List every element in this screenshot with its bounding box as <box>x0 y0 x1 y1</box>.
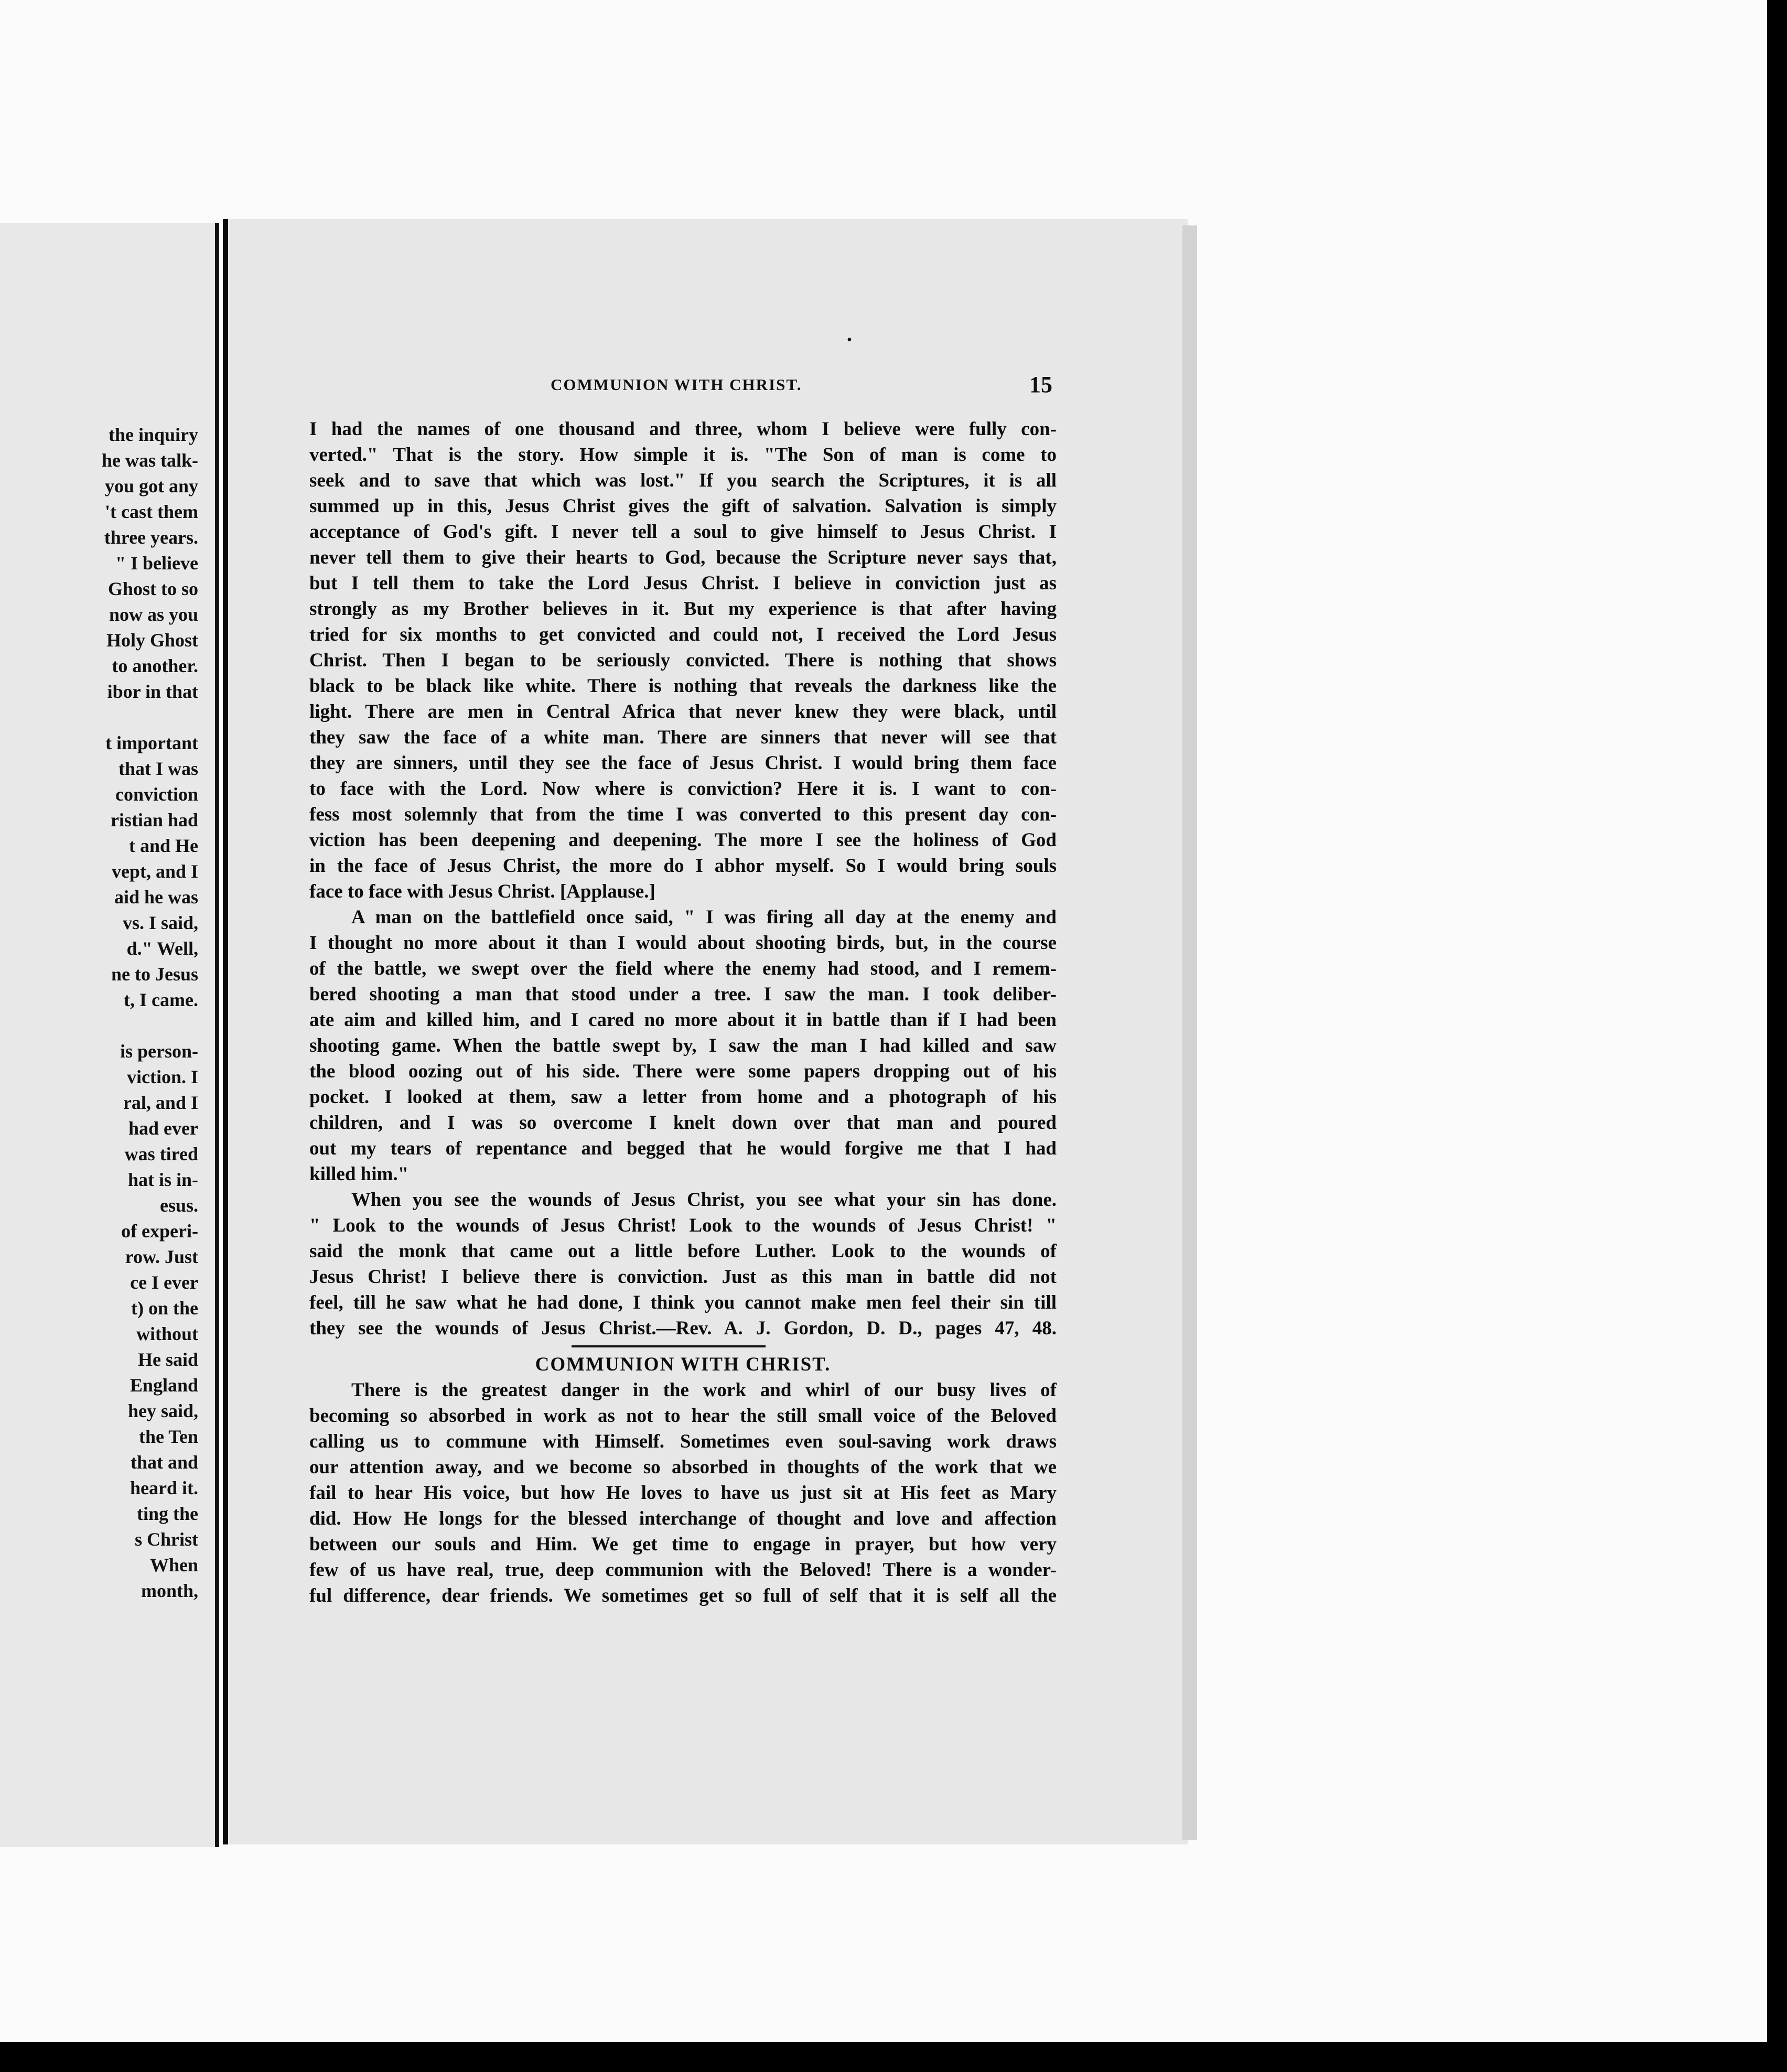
text-line: shooting game. When the battle swept by, I saw the man I had killed and saw <box>309 1035 1057 1056</box>
previous-page-line: conviction <box>115 784 198 805</box>
page-number: 15 <box>1029 372 1052 397</box>
previous-page-line: hat is in- <box>127 1169 198 1190</box>
scan-border <box>0 2042 1787 2072</box>
text-line: acceptance of God's gift. I never tell a soul to give himself to Jesus Christ. I <box>309 521 1057 543</box>
previous-page-line: t, I came. <box>124 989 198 1010</box>
previous-page-line: month, <box>141 1580 198 1601</box>
text-line: black to be black like white. There is nothing that reveals the darkness like the <box>309 675 1057 697</box>
previous-page-line: " I believe <box>115 553 198 574</box>
previous-page-line: ting the <box>137 1503 198 1524</box>
previous-page-line: d." Well, <box>126 938 198 959</box>
paragraph-communion <box>309 1377 1057 1609</box>
text-line: strongly as my Brother believes in it. But my experience is that after having <box>309 598 1057 620</box>
previous-page-line: t) on the <box>131 1298 198 1319</box>
previous-page-line: to another. <box>112 655 198 676</box>
text-line: did. How He longs for the blessed interchange of thought and love and affection <box>309 1508 1057 1529</box>
previous-page-line: ne to Jesus <box>111 964 198 985</box>
running-head-title: COMMUNION WITH CHRIST. <box>551 375 802 394</box>
text-line: out my tears of repentance and begged that he would forgive me that I had <box>309 1138 1057 1159</box>
previous-page-line: without <box>136 1323 198 1344</box>
section-heading: COMMUNION WITH CHRIST. <box>535 1354 831 1375</box>
text-line: they see the wounds of Jesus Christ.—Rev. A. J. Gordon, D. D., pages 47, 48. <box>309 1318 1057 1339</box>
text-line: verted." That is the story. How simple it is. "The Son of man is come to <box>309 444 1057 466</box>
text-line: I thought no more about it than I would about shooting birds, but, in the course <box>309 932 1057 954</box>
previous-page-line: that I was <box>118 758 198 779</box>
text-line: feel, till he saw what he had done, I think you cannot make men feel their sin till <box>309 1292 1057 1313</box>
previous-page-fragment <box>0 223 219 1847</box>
text-line: never tell them to give their hearts to God, because the Scripture never says that, <box>309 547 1057 568</box>
previous-page-line: esus. <box>159 1195 198 1216</box>
text-line: the blood oozing out of his side. There were some papers dropping out of his <box>309 1061 1057 1082</box>
text-line: but I tell them to take the Lord Jesus Christ. I believe in conviction just as <box>309 573 1057 594</box>
section-divider <box>309 1341 1057 1352</box>
text-line: tried for six months to get convicted and could not, I received the Lord Jesus <box>309 624 1057 645</box>
text-line: fess most solemnly that from the time I was converted to this present day con- <box>309 804 1057 825</box>
text-line: in the face of Jesus Christ, the more do I abhor myself. So I would bring souls <box>309 855 1057 877</box>
previous-page-line: t and He <box>128 835 198 856</box>
previous-page-line: had ever <box>128 1118 198 1139</box>
previous-page-line: three years. <box>104 527 198 548</box>
text-line: they are sinners, until they see the face of Jesus Christ. I would bring them face <box>309 752 1057 774</box>
previous-page-line: When <box>149 1555 198 1575</box>
previous-page-line: viction. I <box>126 1066 198 1087</box>
previous-page-line: s Christ <box>134 1529 198 1550</box>
previous-page-line: ral, and I <box>123 1092 198 1113</box>
previous-page-line: heard it. <box>130 1477 198 1498</box>
previous-page-line: ibor in that <box>107 681 198 702</box>
text-line: A man on the battlefield once said, " I was firing all day at the enemy and <box>351 906 1057 928</box>
text-line: seek and to save that which was lost." If you search the Scriptures, it is all <box>309 470 1057 491</box>
previous-page-line: Holy Ghost <box>106 630 198 651</box>
previous-page-line: He said <box>137 1349 198 1370</box>
text-line: light. There are men in Central Africa that never knew they were black, until <box>309 701 1057 722</box>
text-line: ful difference, dear friends. We sometimes get so full of self that it is self all the <box>309 1585 1057 1606</box>
text-line: to face with the Lord. Now where is conviction? Here it is. I want to con- <box>309 778 1057 800</box>
previous-page-line: that and <box>130 1452 198 1473</box>
previous-page-line: of experi- <box>121 1221 198 1242</box>
text-line: they saw the face of a white man. There are sinners that never will see that <box>309 727 1057 748</box>
text-line: killed him." <box>309 1163 409 1185</box>
previous-page-line: England <box>130 1375 198 1396</box>
previous-page-line: you got any <box>104 476 198 497</box>
text-line: between our souls and Him. We get time to engage in prayer, but how very <box>309 1534 1057 1555</box>
previous-page-line: Ghost to so <box>107 578 198 599</box>
text-line: our attention away, and we become so absorbed in thoughts of the work that we <box>309 1456 1057 1478</box>
previous-page-line: the Ten <box>138 1426 198 1447</box>
text-line: becoming so absorbed in work as not to hear the still small voice of the Beloved <box>309 1405 1057 1427</box>
previous-page-line: 't cast them <box>105 501 198 522</box>
text-line: There is the greatest danger in the work and whirl of our busy lives of <box>351 1379 1057 1401</box>
text-line: few of us have real, true, deep communion with the Beloved! There is a wonder- <box>309 1559 1057 1581</box>
paragraph-conviction <box>309 416 1057 904</box>
previous-page-line: vs. I said, <box>122 912 198 933</box>
printer-mark: • <box>847 332 852 348</box>
previous-page-line: ce I ever <box>130 1272 198 1293</box>
previous-page-line: row. Just <box>125 1246 198 1267</box>
text-line: pocket. I looked at them, saw a letter from home and a photograph of his <box>309 1086 1057 1108</box>
previous-page-line: was tired <box>124 1143 198 1164</box>
text-line: viction has been deepening and deepening. The more I see the holiness of God <box>309 829 1057 851</box>
page-edge <box>1182 225 1197 1840</box>
previous-page-line: the inquiry <box>108 424 198 445</box>
text-block <box>309 416 1057 1609</box>
running-head <box>312 372 1052 401</box>
text-line: calling us to commune with Himself. Sometimes even soul-saving work draws <box>309 1431 1057 1452</box>
text-line: summed up in this, Jesus Christ gives the gift of salvation. Salvation is simply <box>309 495 1057 517</box>
text-line: children, and I was so overcome I knelt down over that man and poured <box>309 1112 1057 1134</box>
text-line: Christ. Then I began to be seriously convicted. There is nothing that shows <box>309 650 1057 671</box>
previous-page-line: now as you <box>109 604 198 625</box>
text-line: " Look to the wounds of Jesus Christ! Look to the wounds of Jesus Christ! " <box>309 1215 1057 1236</box>
previous-page-line: is person- <box>120 1041 198 1062</box>
paragraph-battlefield <box>309 904 1057 1187</box>
text-line: of the battle, we swept over the field where the enemy had stood, and I remem- <box>309 958 1057 979</box>
previous-page-line: t important <box>105 732 198 753</box>
previous-page-line: he was talk- <box>101 450 198 471</box>
text-line: When you see the wounds of Jesus Christ, you see what your sin has done. <box>351 1189 1057 1211</box>
text-line: Jesus Christ! I believe there is conviction. Just as this man in battle did not <box>309 1266 1057 1288</box>
text-line: I had the names of one thousand and three, whom I believe were fully con- <box>309 418 1057 440</box>
text-line: bered shooting a man that stood under a tree. I saw the man. I took deliber- <box>309 984 1057 1005</box>
text-line: fail to hear His voice, but how He loves to have us just sit at His feet as Mary <box>309 1482 1057 1504</box>
previous-page-line: hey said, <box>127 1400 198 1421</box>
text-line: ate aim and killed him, and I cared no more about it in battle than if I had been <box>309 1009 1057 1031</box>
previous-page-line: vept, and I <box>111 861 198 882</box>
previous-page-line: ristian had <box>110 810 198 830</box>
text-line: said the monk that came out a little before Luther. Look to the wounds of <box>309 1240 1057 1262</box>
text-line: face to face with Jesus Christ. [Applause.] <box>309 881 655 902</box>
previous-page-line: aid he was <box>114 887 198 908</box>
current-page <box>223 219 1188 1844</box>
paragraph-wounds <box>309 1187 1057 1341</box>
